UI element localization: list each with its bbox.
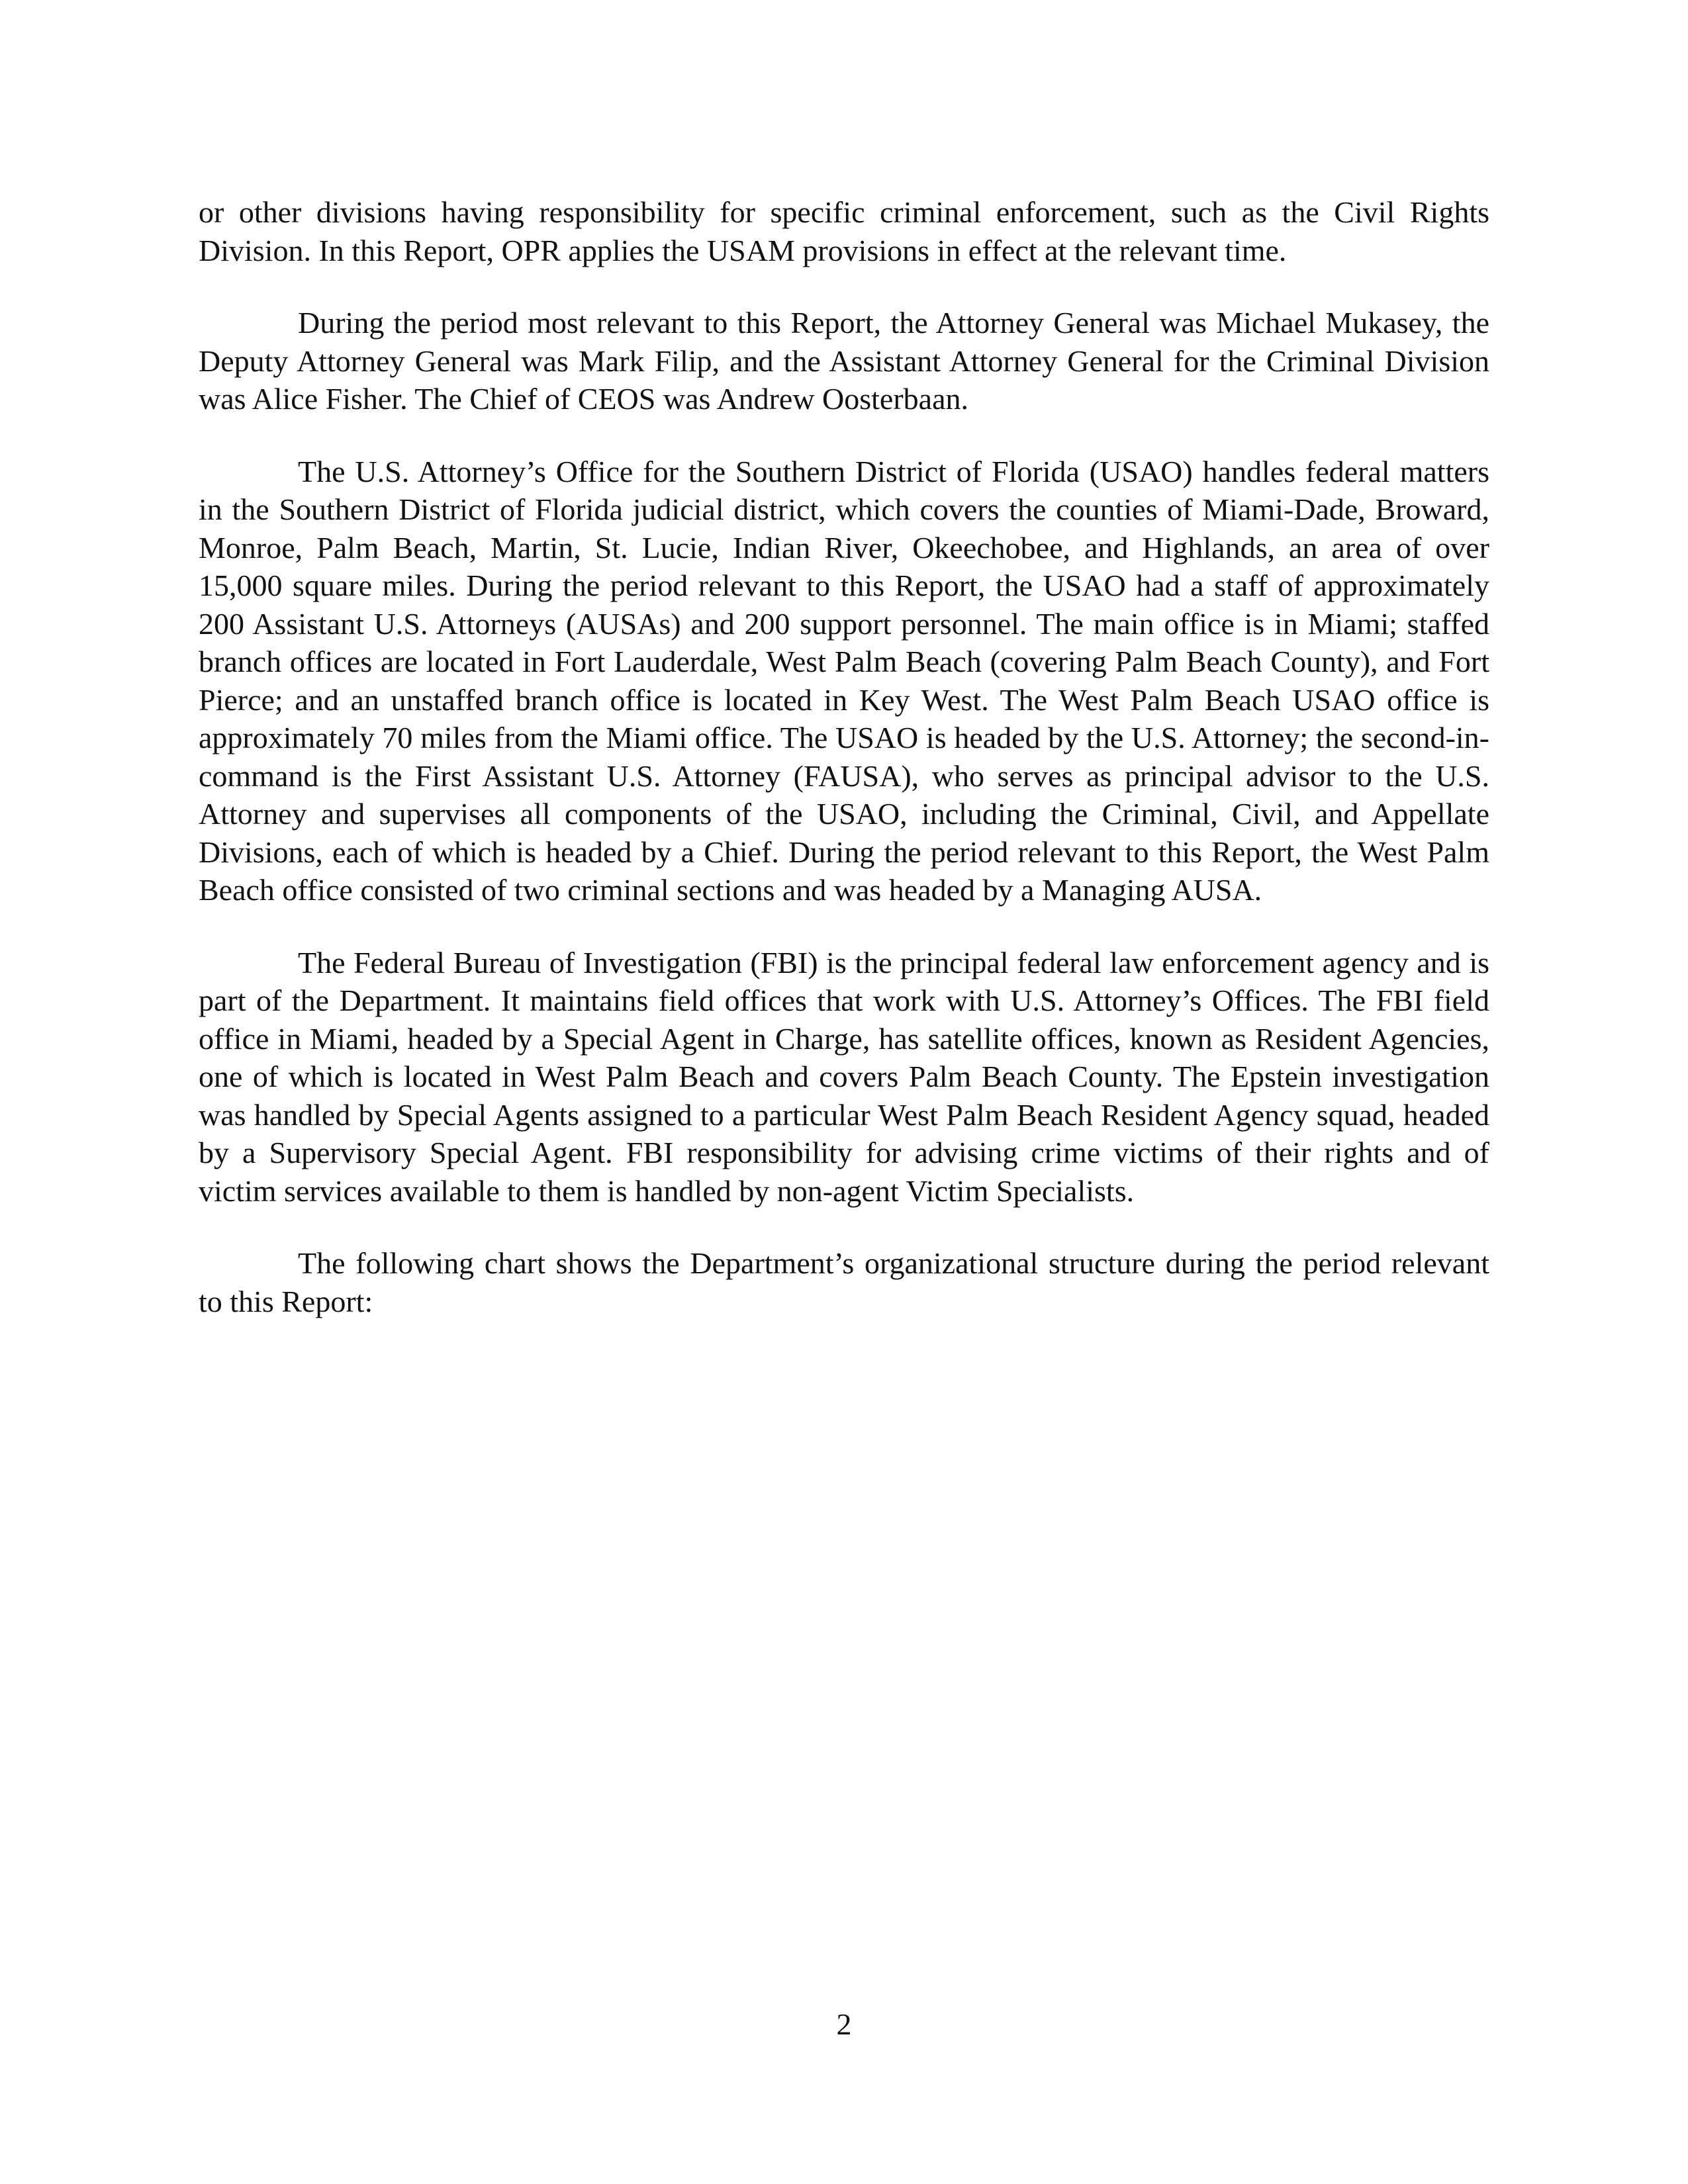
paragraph-fbi: The Federal Bureau of Investigation (FBI) is the principal federal law enforcement agency and is part of the Department. It maintains field offices that work with U.S. Attorney’s Offices. The FBI field office in Miami, headed by a Special Agent in Charge, has satellite offices, known as Resident Agencies, one of which is located in West Palm Beach and covers Palm Beach County. The Epstein investigation was handled by Special Agents assigned to a particular West Palm Beach Resident Agency squad, headed by a Supervisory Special Agent. FBI responsibility for advising crime victims of their rights and of victim services available to them is handled by non-agent Victim Specialists. — [199, 945, 1489, 1208]
paragraph-usao: The U.S. Attorney’s Office for the Southern District of Florida (USAO) handles federal matters in the Southern District of Florida judicial district, which covers the counties of Miami-Dade, Broward, Monroe, Palm Beach, Martin, St. Lucie, Indian River, Okeechobee, and Highlands, an area of over 15,000 square miles. During the period relevant to this Report, the USAO had a staff of approximately 200 Assistant U.S. Attorneys (AUSAs) and 200 support personnel. The main office is in Miami; staffed branch offices are located in Fort Lauderdale, West Palm Beach (covering Palm Beach County), and Fort Pierce; and an unstaffed branch office is located in Key West. The West Palm Beach USAO office is approximately 70 miles from the Miami office. The USAO is headed by the U.S. Attorney; the second-in-command is the First Assistant U.S. Attorney (FAUSA), who serves as principal advisor to the U.S. Attorney and supervises all components of the USAO, including the Criminal, Civil, and Appellate Divisions, each of which is headed by a Chief. During the period relevant to this Report, the West Palm Beach office consisted of two criminal sections and was headed by a Managing AUSA. — [199, 454, 1489, 907]
paragraph-continuation: or other divisions having responsibility for specific criminal enforcement, such as the Civil Rights Division. In this Report, OPR applies the USAM provisions in effect at the relevant time. — [199, 195, 1489, 267]
document-body — [199, 193, 1489, 1355]
paragraph-department-leadership: During the period most relevant to this Report, the Attorney General was Michael Mukasey, the Deputy Attorney General was Mark Filip, and the Assistant Attorney General for the Criminal Division was Alice Fisher. The Chief of CEOS was Andrew Oosterbaan. — [199, 306, 1489, 416]
page-number: 2 — [836, 2007, 852, 2041]
paragraph-chart-intro: The following chart shows the Department’s organizational structure during the period relevant to this Report: — [199, 1246, 1489, 1318]
